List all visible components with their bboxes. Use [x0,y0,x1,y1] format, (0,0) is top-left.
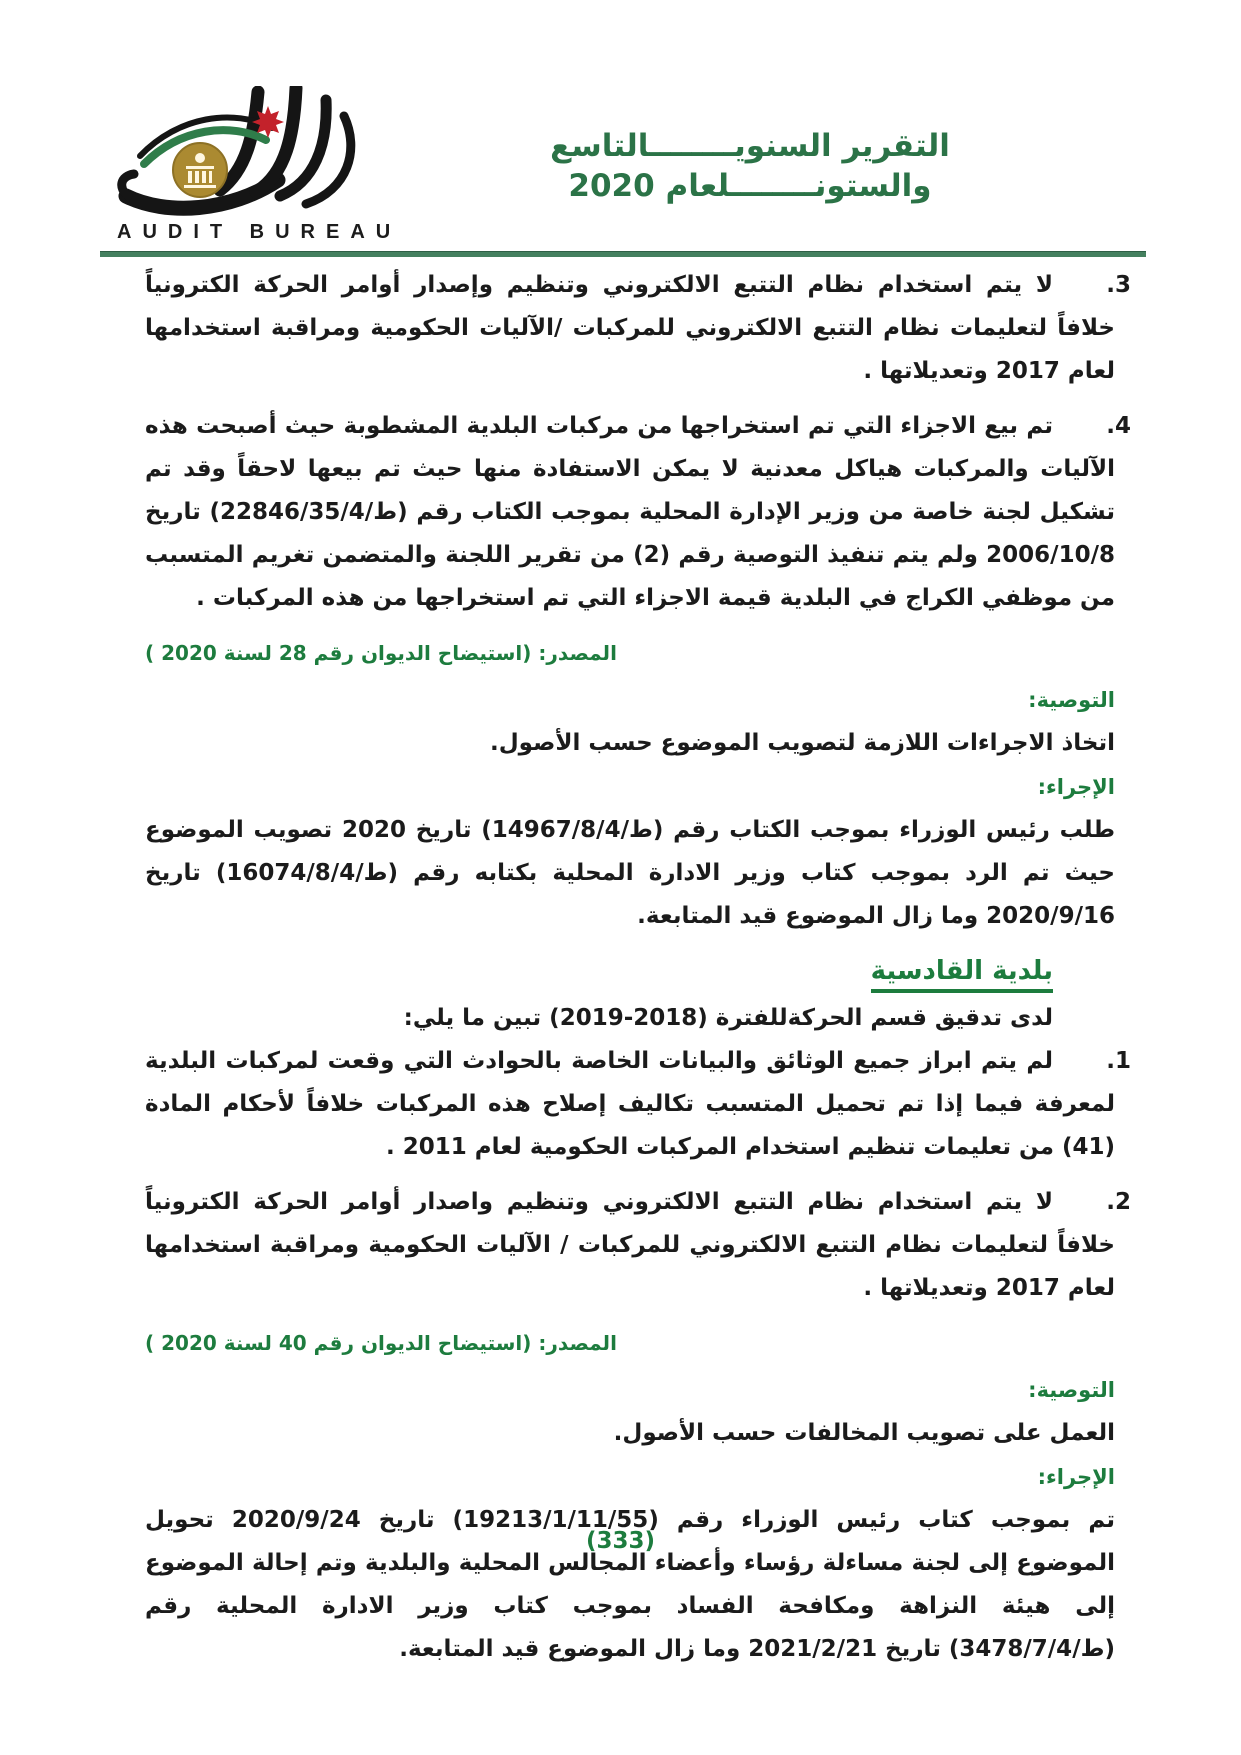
source-note: المصدر: (استيضاح الديوان رقم 28 لسنة 2020 ) [145,641,617,665]
section-heading-wrap [145,952,1053,993]
item-text: لم يتم ابراز جميع الوثائق والبيانات الخاصة بالحوادث التي وقعت لمركبات البلدية لمعرفة فيما إذا تم تحميل المتسبب تكاليف إصلاح هذه المركبات خلافاً لأحكام المادة (41) من تعليمات تنظيم استخدام المركبات الحكومية لعام 2011 . [145,1048,1115,1160]
section-intro: لدى تدقيق قسم الحركةللفترة (2018-2019) تبين ما يلي: [403,1005,1053,1031]
audit-bureau-logo [106,86,402,244]
item-number: 2. [1106,1189,1131,1215]
recommendation-label: التوصية: [1028,688,1115,712]
item-number: 1. [1106,1048,1131,1074]
emblem-roof [186,166,214,169]
emblem-column [188,171,192,183]
action-label: الإجراء: [1037,1465,1115,1489]
action-label: الإجراء: [1037,775,1115,799]
item-text: لا يتم استخدام نظام التتبع الالكتروني وتنظيم وإصدار أوامر الحركة الكترونياً خلافاً لتعليمات نظام التتبع الالكتروني للمركبات /الآليات الحكومية ومراقبة استخدامها لعام 2017 وتعديلاتها . [145,272,1115,384]
audit-bureau-logo-art [108,86,376,220]
item-number: 4. [1106,413,1131,439]
item-text: لا يتم استخدام نظام التتبع الالكتروني وتنظيم واصدار أوامر الحركة الكترونياً خلافاً لتعليمات نظام التتبع الالكتروني للمركبات / الآليات الحكومية ومراقبة استخدامها لعام 2017 وتعديلاتها . [145,1189,1115,1301]
emblem-column [202,171,206,183]
list-item [145,264,1131,393]
item-number: 3. [1106,272,1131,298]
emblem-dome [195,153,205,163]
report-title: التقرير السنويــــــــالتاسع والستونــــــــلعام 2020 [550,128,950,204]
recommendation-label: التوصية: [1028,1378,1115,1402]
source-note: المصدر: (استيضاح الديوان رقم 40 لسنة 2020 ) [145,1331,617,1355]
item-text: تم بيع الاجزاء التي تم استخراجها من مركبات البلدية المشطوبة حيث أصبحت هذه الآليات والمركبات هياكل معدنية لا يمكن الاستفادة منها حيث تم بيعها لاحقاً وقد تم تشكيل لجنة خاصة من وزير الإدارة المحلية بموجب الكتاب رقم (ط/22846/35/4) تاريخ 2006/10/8 ولم يتم تنفيذ التوصية رقم (2) من تقرير اللجنة والمتضمن تغريم المتسبب من موظفي الكراج في البلدية قيمة الاجزاء التي تم استخراجها من هذه المركبات . [145,413,1115,611]
header-divider [100,251,1146,257]
logo-latin-text: AUDIT BUREAU [117,221,402,243]
recommendation-text: اتخاذ الاجراءات اللازمة لتصويب الموضوع حسب الأصول. [489,730,1115,756]
action-text: طلب رئيس الوزراء بموجب الكتاب رقم (ط/14967/8/4) تاريخ 2020 تصويب الموضوع حيث تم الرد بموجب كتاب وزير الادارة المحلية بكتابه رقم (ط/16074/8/4) تاريخ 2020/9/16 وما زال الموضوع قيد المتابعة. [145,817,1115,929]
list-item [145,1040,1131,1169]
action-text: تم بموجب كتاب رئيس الوزراء رقم (19213/1/11/55) تاريخ 2020/9/24 تحويل الموضوع إلى لجنة مساءلة رؤساء وأعضاء المجالس المحلية والبلدية وتم إحالة الموضوع إلى هيئة النزاهة ومكافحة الفساد بموجب كتاب وزير الادارة المحلية رقم (ط/3478/7/4) تاريخ 2021/2/21 وما زال الموضوع قيد المتابعة. [145,1507,1115,1662]
emblem-column [195,171,199,183]
recommendation-text: العمل على تصويب المخالفات حسب الأصول. [613,1420,1115,1446]
list-item [145,1181,1131,1310]
list-item [145,405,1131,620]
page-content [145,264,1131,1671]
page-number: (333) [585,1528,656,1554]
section-heading: بلدية القادسية [871,954,1053,993]
emblem-column [209,171,212,183]
emblem-base [184,185,216,188]
